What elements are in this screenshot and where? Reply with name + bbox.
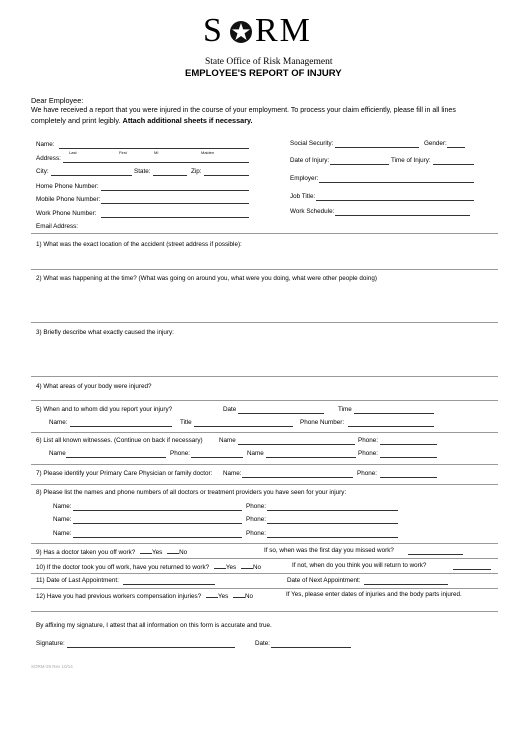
signature-field[interactable] [67, 647, 235, 648]
q9-no-blank[interactable] [167, 547, 179, 554]
q11-field[interactable] [123, 584, 215, 585]
logo-left-letter: S [203, 12, 224, 49]
time-of-injury-label: Time of Injury: [391, 157, 431, 164]
divider [31, 376, 498, 377]
email-label: Email Address: [36, 223, 78, 230]
q11b-label: Date of Next Appointment: [287, 577, 361, 584]
provider-2-phone-label: Phone: [246, 516, 266, 523]
signature-label: Signature: [36, 640, 65, 647]
q5-phone-field[interactable] [348, 426, 434, 427]
provider-2-phone-field[interactable] [267, 523, 398, 524]
intro-attach-note: Attach additional sheets if necessary. [122, 116, 253, 125]
intro-line-2-text: completely and print legibly. [31, 116, 121, 125]
q5-label: 5) When and to whom did you report your injury? [36, 406, 173, 413]
q4-label: 4) What areas of your body were injured? [36, 383, 152, 390]
q5-date-label: Date [223, 406, 237, 413]
witness-1-phone-label: Phone: [358, 437, 378, 444]
ssn-label: Social Security: [290, 140, 334, 147]
address-field[interactable] [63, 162, 249, 163]
q10-no-blank[interactable] [241, 562, 253, 569]
divider [31, 611, 498, 612]
provider-1-name-field[interactable] [73, 510, 242, 511]
first-caption: First [119, 150, 127, 155]
divider [31, 269, 498, 270]
q7-name-label: Name: [223, 470, 242, 477]
city-field[interactable] [51, 175, 132, 176]
q12-label: 12) Have you had previous workers compensation injuries? [36, 593, 202, 600]
q9b-field[interactable] [408, 554, 463, 555]
q5-time-label: Time [338, 406, 352, 413]
work-schedule-field[interactable] [335, 215, 470, 216]
witness-2-phone-field[interactable] [191, 457, 243, 458]
provider-3-name-label: Name: [53, 530, 72, 537]
witness-3-phone-field[interactable] [380, 457, 437, 458]
divider [31, 233, 498, 234]
employer-field[interactable] [319, 182, 474, 183]
q10-label: 10) If the doctor took you off work, have you returned to work? [36, 564, 210, 571]
q5-phone-label: Phone Number: [300, 419, 345, 426]
q10-yes-label: Yes [225, 564, 237, 571]
work-phone-label: Work Phone Number: [36, 210, 97, 217]
q9-row [36, 547, 187, 557]
employer-label: Employer: [290, 175, 319, 182]
q10-no-label: No [252, 564, 261, 571]
divider [31, 558, 498, 559]
form-id: SORM-29 Rev 10/14 [31, 664, 73, 669]
maiden-caption: Maiden [201, 150, 215, 155]
q5-title-field[interactable] [194, 426, 293, 427]
witness-1-name-field[interactable] [238, 444, 355, 445]
q10-yes-blank[interactable] [214, 562, 226, 569]
q5-name-field[interactable] [70, 426, 172, 427]
provider-2-name-label: Name: [53, 516, 72, 523]
q10b-label: If not, when do you think you will return to work? [292, 562, 427, 569]
divider [31, 464, 498, 465]
witness-1-name-label: Name [219, 437, 236, 444]
divider [31, 484, 498, 485]
home-phone-label: Home Phone Number: [36, 183, 99, 190]
witness-2-name-label: Name [49, 450, 66, 457]
greeting: Dear Employee: [31, 96, 84, 105]
last-caption: Last [69, 150, 77, 155]
mi-caption: MI [154, 150, 159, 155]
q7-phone-field[interactable] [380, 477, 437, 478]
witness-3-name-label: Name [247, 450, 264, 457]
intro-line-1: We have received a report that you were injured in the course of your employment. To process your claim efficiently, please fill in all lines [31, 107, 456, 114]
q5-name-label: Name: [49, 419, 68, 426]
address-label: Address: [36, 155, 61, 162]
state-field[interactable] [153, 175, 187, 176]
q12-yes-blank[interactable] [206, 591, 218, 598]
q7-label: 7) Please identify your Primary Care Physician or family doctor: [36, 470, 213, 477]
q9-no-label: No [179, 549, 188, 556]
zip-field[interactable] [204, 175, 249, 176]
witness-2-name-field[interactable] [66, 457, 166, 458]
provider-2-name-field[interactable] [73, 523, 242, 524]
q5-date-field[interactable] [238, 413, 324, 414]
signature-date-label: Date: [255, 640, 271, 647]
witness-2-phone-label: Phone: [170, 450, 190, 457]
q9b-label: If so, when was the first day you missed work? [264, 547, 394, 554]
q11-label: 11) Date of Last Appointment: [36, 577, 119, 584]
mobile-phone-field[interactable] [101, 203, 249, 204]
attestation: By affixing my signature, I attest that all information on this form is accurate and true. [36, 622, 272, 629]
q5-title-label: Title [180, 419, 192, 426]
name-field[interactable] [59, 148, 249, 149]
work-schedule-label: Work Schedule: [290, 208, 335, 215]
q8-label: 8) Please list the names and phone numbers of all doctors or treatment providers you have seen for your injury: [36, 489, 347, 496]
q6-label: 6) List all known witnesses. (Continue on back if necessary) [36, 437, 203, 444]
witness-1-phone-field[interactable] [380, 444, 437, 445]
provider-3-phone-field[interactable] [267, 537, 398, 538]
q10-row [36, 562, 261, 572]
logo-right-letters: RM [255, 12, 312, 49]
q9-yes-label: Yes [152, 549, 163, 556]
date-of-injury-label: Date of Injury: [290, 157, 330, 164]
q12-yes-label: Yes [217, 593, 229, 600]
divider [31, 400, 498, 401]
job-title-label: Job Title: [290, 193, 316, 200]
provider-3-phone-label: Phone: [246, 530, 266, 537]
agency-name: State Office of Risk Management [205, 57, 333, 67]
date-of-injury-field[interactable] [330, 164, 389, 165]
q7-name-field[interactable] [242, 477, 353, 478]
q1-label: 1) What was the exact location of the accident (street address if possible): [36, 241, 242, 248]
q9-label: 9) Has a doctor taken you off work? [36, 549, 136, 556]
divider [31, 322, 498, 323]
intro-line-2 [31, 116, 253, 126]
witness-3-name-field[interactable] [266, 457, 356, 458]
q9-yes-blank[interactable] [140, 547, 152, 554]
time-of-injury-field[interactable] [433, 164, 474, 165]
divider [31, 588, 498, 589]
provider-1-name-label: Name: [53, 503, 72, 510]
state-label: State: [134, 168, 151, 175]
q12-row [36, 591, 253, 601]
provider-1-phone-field[interactable] [267, 510, 398, 511]
q2-label: 2) What was happening at the time? (What was going on around you, what were you doing, what were other people doing) [36, 275, 377, 282]
home-phone-field[interactable] [101, 190, 249, 191]
mobile-phone-label: Mobile Phone Number: [36, 196, 101, 203]
divider [31, 543, 498, 544]
q12-no-blank[interactable] [233, 591, 245, 598]
divider [31, 432, 498, 433]
work-phone-field[interactable] [101, 217, 249, 218]
q5-time-field[interactable] [354, 413, 434, 414]
q10b-field[interactable] [453, 569, 491, 570]
q11b-field[interactable] [364, 584, 448, 585]
zip-label: Zip: [191, 168, 202, 175]
provider-3-name-field[interactable] [73, 537, 242, 538]
q12b-label: If Yes, please enter dates of injuries and the body parts injured. [286, 591, 462, 598]
q3-label: 3) Briefly describe what exactly caused the injury: [36, 329, 174, 336]
name-label: Name: [36, 141, 55, 148]
q12-no-label: No [245, 593, 254, 600]
gender-label: Gender: [424, 140, 447, 147]
gender-field[interactable] [447, 147, 465, 148]
city-label: City: [36, 168, 49, 175]
divider [31, 573, 498, 574]
page-title: EMPLOYEE'S REPORT OF INJURY [185, 68, 342, 79]
q7-phone-label: Phone: [357, 470, 377, 477]
job-title-field[interactable] [316, 200, 474, 201]
ssn-field[interactable] [335, 147, 419, 148]
witness-3-phone-label: Phone: [358, 450, 378, 457]
provider-1-phone-label: Phone: [246, 503, 266, 510]
signature-date-field[interactable] [271, 647, 351, 648]
star-seal-icon [229, 20, 253, 44]
